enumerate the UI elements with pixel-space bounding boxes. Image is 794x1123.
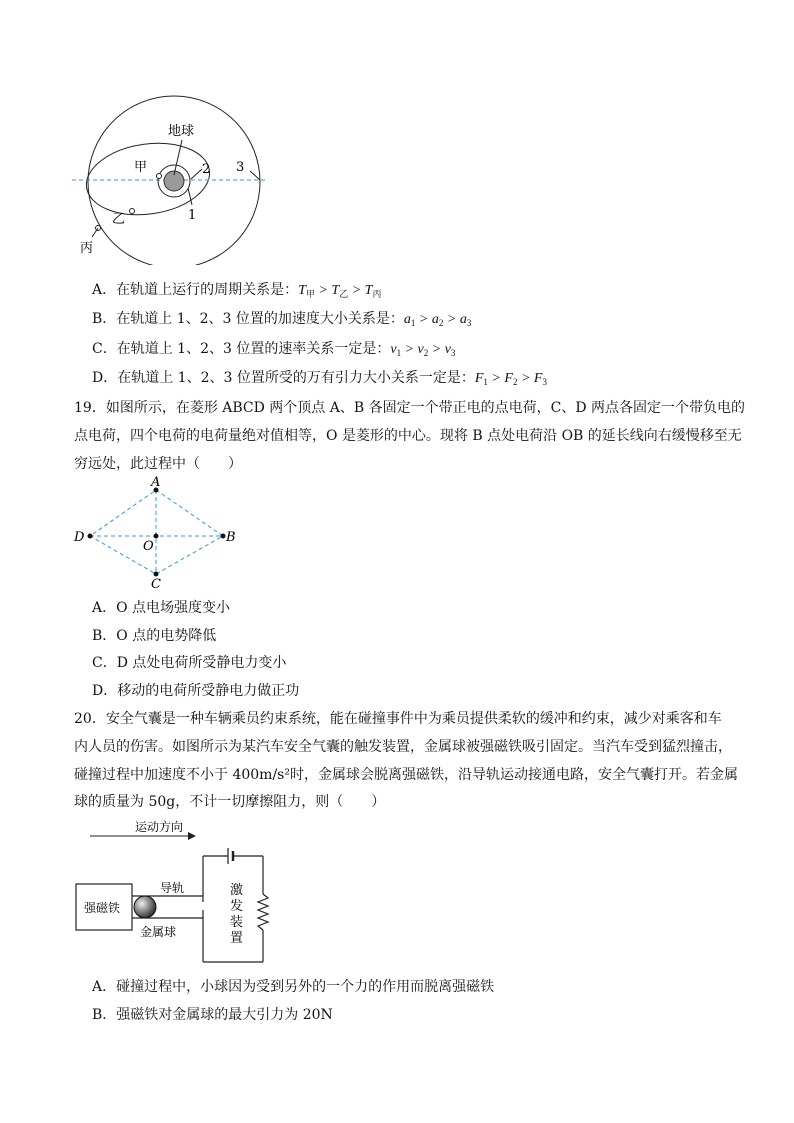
arrow-head-icon (188, 832, 196, 840)
label-b: B (226, 530, 236, 545)
resistor-coil (258, 894, 268, 930)
q18-option-d: D．在轨道上 1、2、3 位置所受的万有引力大小关系一定是：$F_1 > F_2 > F_3$ (92, 370, 547, 387)
q20-line-4: 球的质量为 50g，不计一切摩擦阻力，则（ ） (74, 794, 386, 810)
satellite-jia (157, 174, 162, 179)
label-c: C (151, 577, 161, 592)
rhombus-figure (66, 476, 246, 592)
pos1-label: 1 (188, 208, 197, 223)
q18-option-a: A．在轨道上运行的周期关系是：$T_甲 > T_乙 > T_丙$ (92, 282, 382, 299)
device-label-2: 发 (230, 899, 244, 914)
q20-line-1: 20．安全气囊是一种车辆乘员约束系统，能在碰撞事件中为乘员提供柔软的缓冲和约束，减少对乘客和车 (74, 711, 722, 727)
label-o: O (143, 539, 154, 554)
q20-option-b: B．强磁铁对金属球的最大引力为 20N (92, 1007, 333, 1023)
jia-label: 甲 (134, 160, 148, 175)
q20-line-3: 碰撞过程中加速度不小于 400m/s²时，金属球会脱离强磁铁，沿导轨运动接通电路，安全气囊打开。若金属 (74, 767, 738, 783)
q20-line-2: 内人员的伤害。如图所示为某汽车安全气囊的触发装置，金属球被强磁铁吸引固定。当汽车受到猛烈撞击， (74, 739, 732, 755)
device-label-4: 置 (230, 931, 244, 946)
q19-option-c: C．D 点处电荷所受静电力变小 (92, 655, 287, 671)
direction-label: 运动方向 (135, 820, 184, 834)
q19-option-d: D．移动的电荷所受静电力做正功 (92, 683, 300, 699)
charge-d (88, 534, 93, 539)
q18-option-b: B．在轨道上 1、2、3 位置的加速度大小关系是：$a_1 > a_2 > a_3$ (92, 311, 472, 328)
center-o (154, 534, 159, 539)
q19-line-3: 穷远处，此过程中（ ） (74, 456, 242, 472)
yi-label: 乙 (112, 212, 126, 227)
q19-option-b: B．O 点的电势降低 (92, 628, 217, 644)
airbag-trigger-figure (70, 814, 280, 970)
magnet-label: 强磁铁 (84, 901, 121, 915)
satellite-yi (130, 209, 135, 214)
charge-b (221, 534, 226, 539)
earth-label: 地球 (168, 124, 195, 139)
device-label-3: 装 (230, 915, 244, 930)
orbit-figure (60, 95, 280, 265)
label-a: A (151, 476, 161, 490)
pos2-label: 2 (202, 162, 211, 177)
device-label-1: 激 (230, 883, 244, 898)
q19-option-a: A．O 点电场强度变小 (92, 600, 231, 616)
bing-label: 丙 (80, 241, 94, 256)
q19-line-1: 19．如图所示，在菱形 ABCD 两个顶点 A、B 各固定一个带正电的点电荷，C、D 两点各固定一个带负电的 (74, 400, 745, 416)
q20-option-a: A．碰撞过程中，小球因为受到另外的一个力的作用而脱离强磁铁 (92, 979, 495, 995)
metal-ball (134, 896, 156, 918)
ball-label: 金属球 (140, 925, 177, 939)
rail-label: 导轨 (160, 881, 185, 895)
charge-c (154, 572, 159, 577)
q19-line-2: 点电荷，四个电荷的电荷量绝对值相等，O 是菱形的中心。现将 B 点处电荷沿 OB 的延长线向右缓慢移至无 (74, 428, 742, 444)
q18-option-c: C．在轨道上 1、2、3 位置的速率关系一定是：$v_1 > v_2 > v_3$ (92, 341, 456, 358)
label-d: D (74, 530, 85, 545)
pos3-label: 3 (236, 160, 245, 175)
